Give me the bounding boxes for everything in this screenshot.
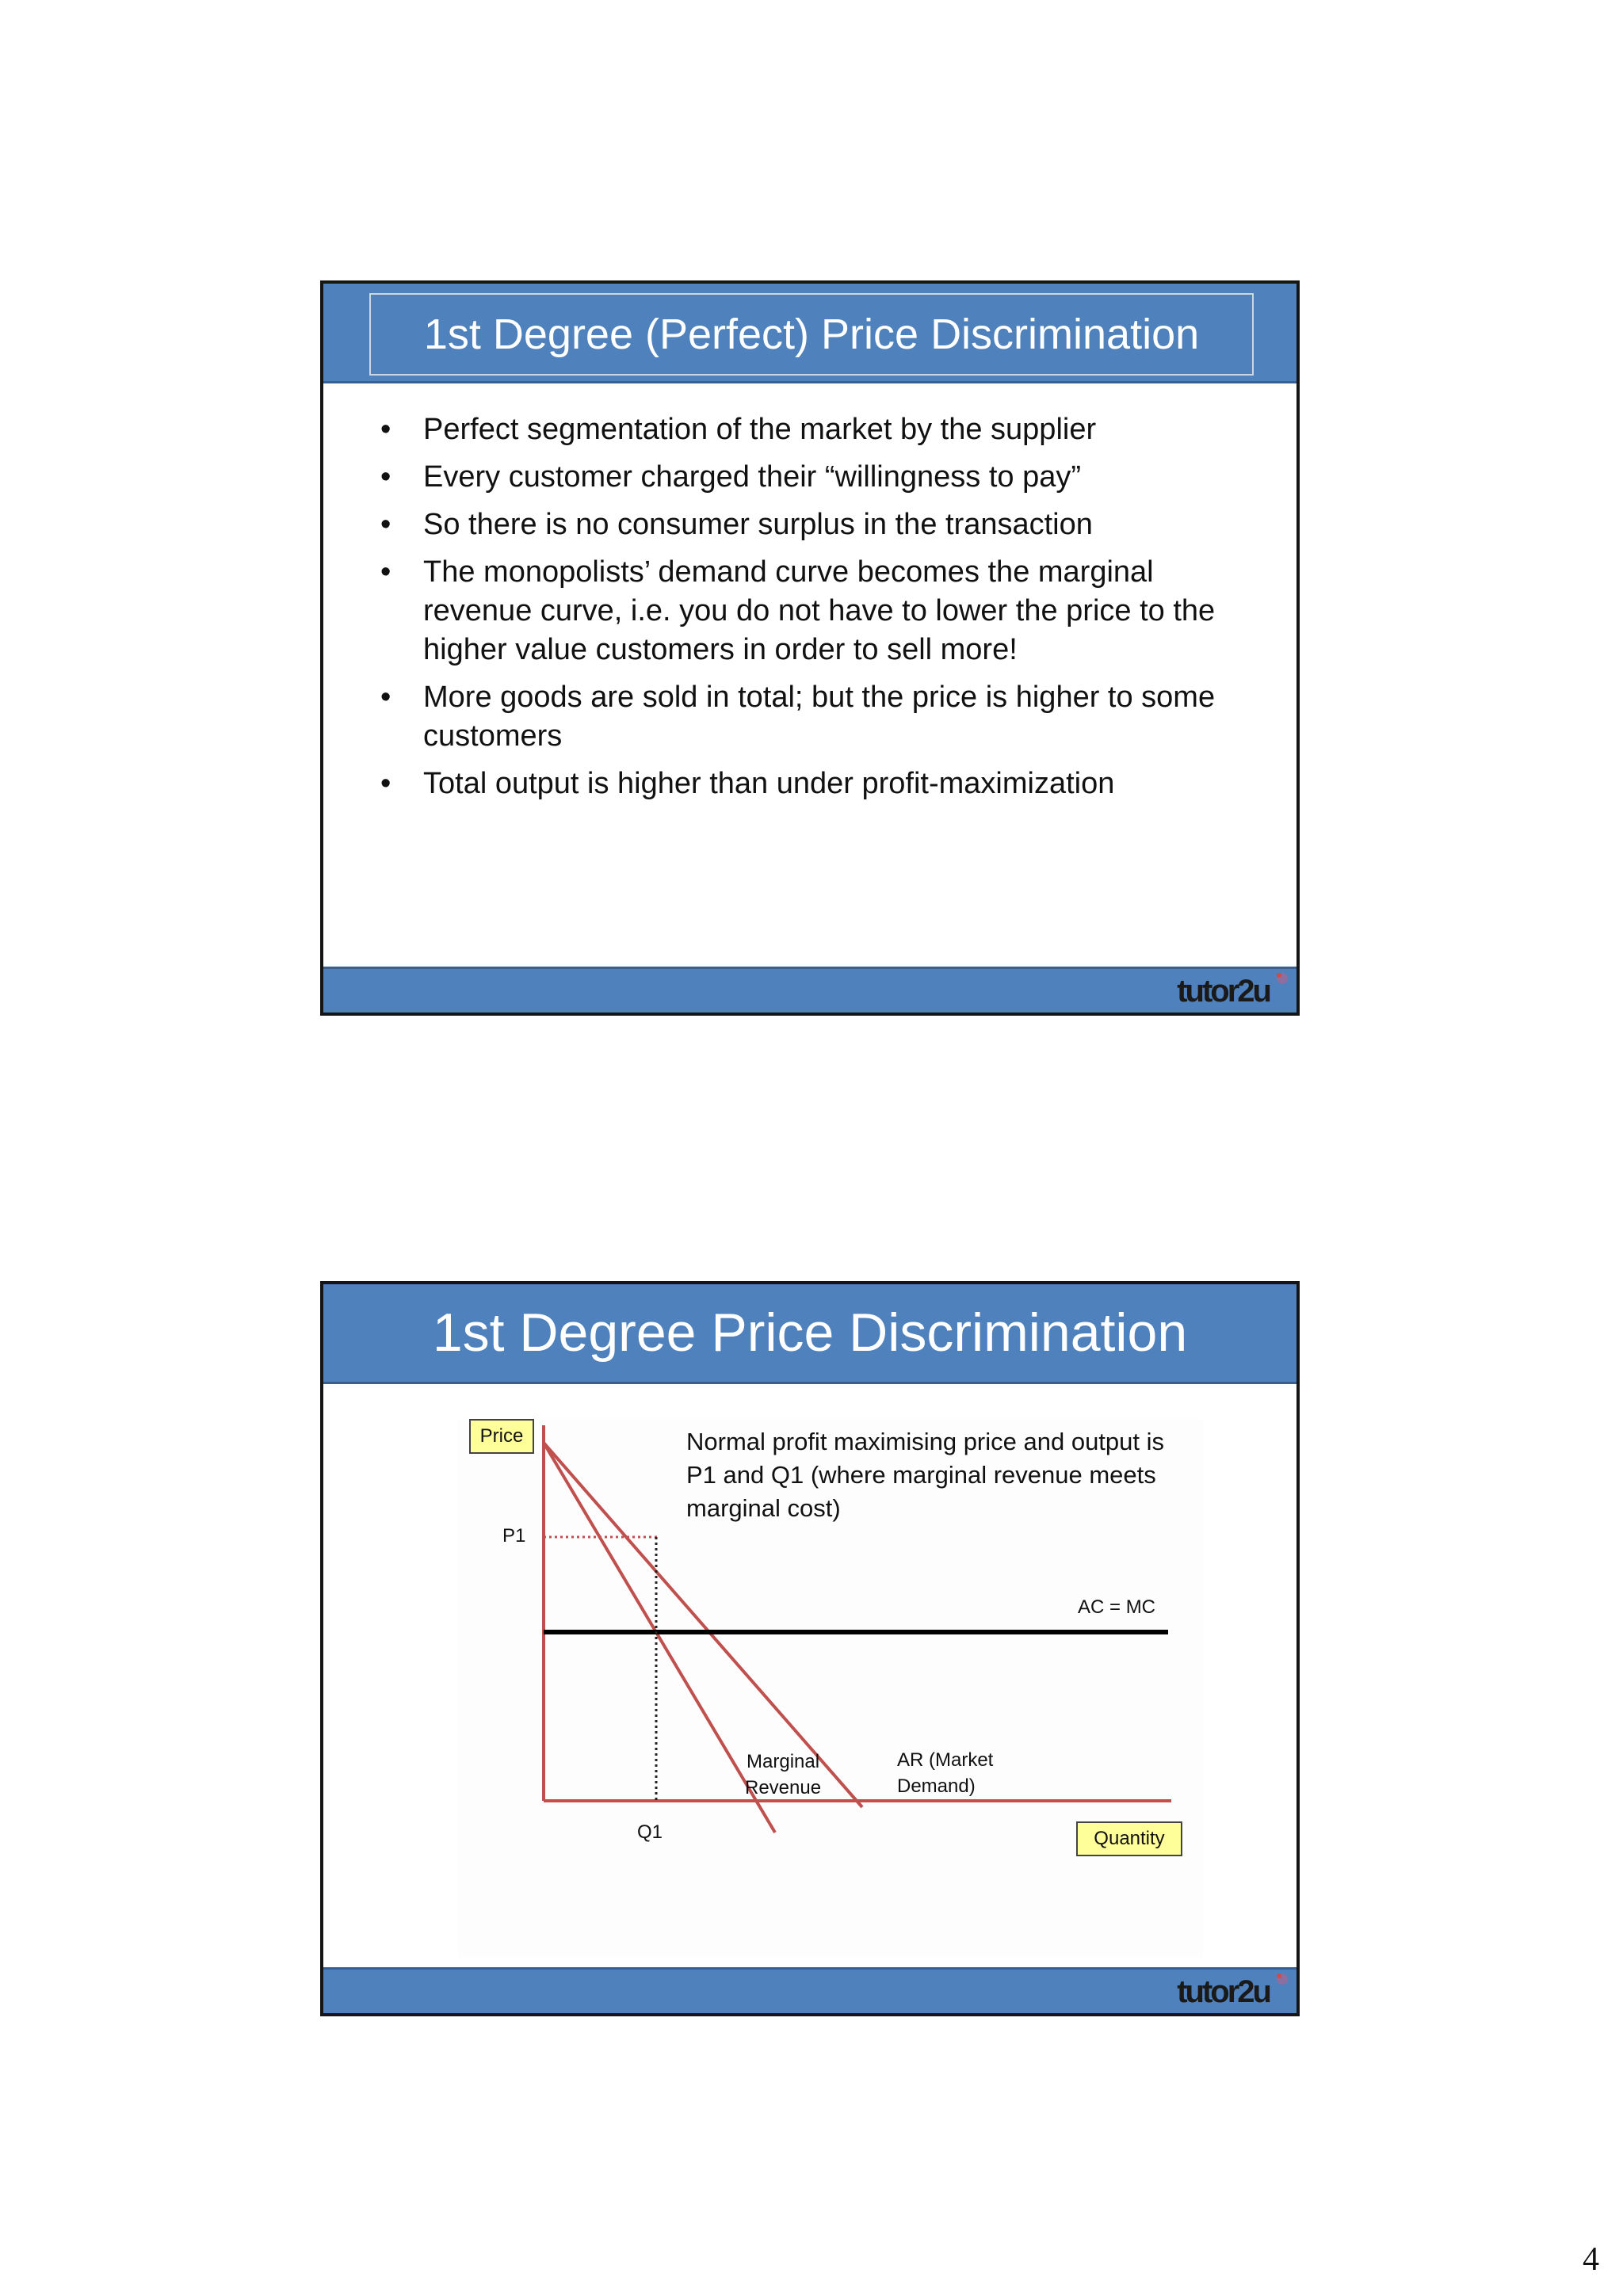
bullet-item: • More goods are sold in total; but the price is higher to some customers — [371, 678, 1251, 756]
tutor2u-logo: tutor2u — [1177, 1974, 1270, 2009]
price-discrimination-diagram — [458, 1419, 1203, 1958]
slide-title: 1st Degree Price Discrimination — [432, 1302, 1188, 1363]
bullet-icon: • — [380, 555, 391, 589]
mr-label: Marginal Revenue — [745, 1751, 822, 1798]
page-number: 4 — [1583, 2241, 1599, 2278]
bullet-icon: • — [380, 681, 391, 714]
slide-header — [323, 284, 1296, 383]
q1-label: Q1 — [637, 1821, 663, 1843]
slide-2 — [320, 1281, 1300, 2016]
quantity-axis-label: Quantity — [1076, 1821, 1182, 1856]
logo-mark-icon — [1274, 1971, 1290, 1987]
bullet-item: • Perfect segmentation of the market by the supplier — [371, 410, 1251, 449]
ac-mc-label: AC = MC — [1078, 1596, 1156, 1618]
ar-label: AR (Market Demand) — [897, 1749, 994, 1797]
annotation-text: Normal profit maximising price and output is P1 and Q1 (where marginal revenue meets marginal cost) — [686, 1428, 1165, 1522]
bullet-list — [371, 410, 1251, 812]
slide-1 — [320, 280, 1300, 1016]
bullet-item: • The monopolists’ demand curve becomes the marginal revenue curve, i.e. you do not have to lower the price to the higher value customers in order to sell more! — [371, 553, 1251, 669]
bullet-item: • Total output is higher than under profit-maximization — [371, 765, 1251, 803]
p1-label: P1 — [502, 1525, 526, 1547]
bullet-icon: • — [380, 460, 391, 494]
bullet-item: • Every customer charged their “willingness to pay” — [371, 458, 1251, 497]
price-axis-label: Price — [469, 1419, 534, 1454]
slide-footer — [323, 967, 1296, 1013]
bullet-icon: • — [380, 413, 391, 446]
slide-header — [323, 1284, 1296, 1384]
bullet-icon: • — [380, 767, 391, 800]
slide-title: 1st Degree (Perfect) Price Discrimination — [369, 293, 1254, 376]
slide-footer — [323, 1967, 1296, 2013]
bullet-icon: • — [380, 508, 391, 541]
tutor2u-logo: tutor2u — [1177, 974, 1270, 1009]
bullet-item: • So there is no consumer surplus in the transaction — [371, 505, 1251, 544]
logo-mark-icon — [1274, 971, 1290, 986]
